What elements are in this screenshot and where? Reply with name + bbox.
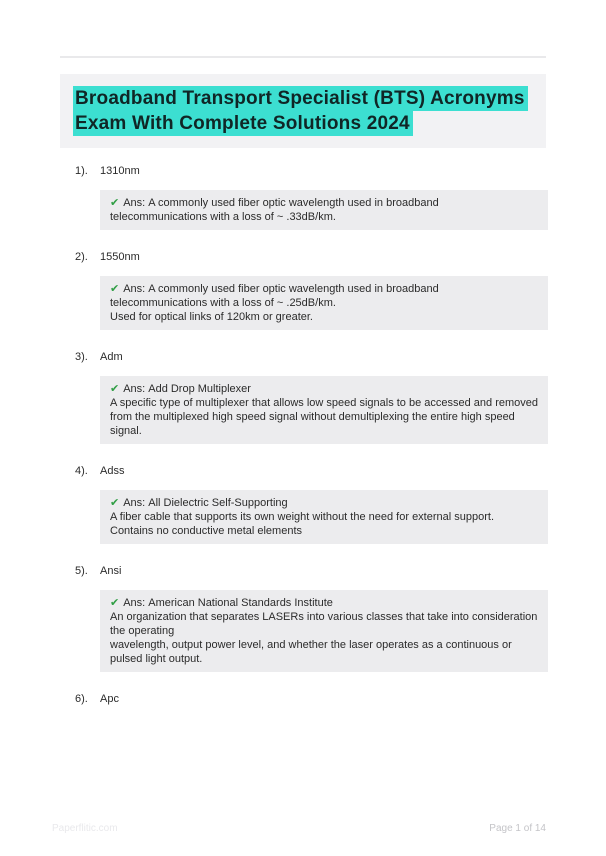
answer-box (100, 490, 548, 544)
question-number: 4). (75, 465, 88, 477)
question-term: Apc (100, 693, 119, 705)
question-number: 6). (75, 693, 88, 705)
watermark: Paperflitic.com (52, 823, 118, 834)
page-number: Page 1 of 14 (489, 823, 546, 834)
question-item (60, 164, 546, 230)
check-icon: ✔ (110, 597, 120, 609)
question-number: 3). (75, 351, 88, 363)
answer-text: A commonly used fiber optic wavelength used in broadband telecommunications with a loss of ~ .25dB/km. (110, 283, 439, 309)
answer-extra (110, 610, 538, 666)
page-title-line-2: Exam With Complete Solutions 2024 (73, 111, 413, 136)
question-term: 1550nm (100, 251, 140, 263)
check-icon: ✔ (110, 283, 120, 295)
title-band (60, 74, 546, 148)
answer-label: Ans: (123, 283, 146, 295)
answer-extra-line: Used for optical links of 120km or greater. (110, 311, 313, 323)
question-header (60, 250, 546, 264)
answer-extra-line: A fiber cable that supports its own weight without the need for external support. Contains no conductive metal elements (110, 511, 495, 537)
top-divider (60, 56, 546, 58)
answer-extra (110, 396, 538, 438)
answer-extra-line: wavelength, output power level, and whether the laser operates as a continuous or pulsed light output. (110, 639, 512, 665)
question-term: Adm (100, 351, 123, 363)
page-title (73, 86, 533, 136)
question-item (60, 350, 546, 444)
check-icon: ✔ (110, 383, 120, 395)
question-list (0, 164, 606, 706)
question-number: 2). (75, 251, 88, 263)
question-header (60, 692, 546, 706)
answer-text: American National Standards Institute (148, 597, 333, 609)
check-icon: ✔ (110, 197, 120, 209)
answer-box (100, 590, 548, 672)
answer-box (100, 190, 548, 230)
question-number: 1). (75, 165, 88, 177)
answer-text: All Dielectric Self-Supporting (148, 497, 288, 509)
answer-extra-line: An organization that separates LASERs into various classes that take into consideration the operating (110, 611, 538, 637)
page-title-line-1: Broadband Transport Specialist (BTS) Acronyms (73, 86, 528, 111)
question-item (60, 250, 546, 330)
answer-label: Ans: (123, 597, 146, 609)
answer-label: Ans: (123, 383, 146, 395)
answer-extra (110, 510, 538, 538)
answer-box (100, 276, 548, 330)
question-header (60, 350, 546, 364)
question-term: Ansi (100, 565, 122, 577)
answer-label: Ans: (123, 497, 146, 509)
document-page (0, 56, 606, 834)
question-term: 1310nm (100, 165, 140, 177)
question-header (60, 564, 546, 578)
question-term: Adss (100, 465, 125, 477)
answer-text: A commonly used fiber optic wavelength used in broadband telecommunications with a loss of ~ .33dB/km. (110, 197, 439, 223)
question-number: 5). (75, 565, 88, 577)
question-item (60, 464, 546, 544)
answer-box (100, 376, 548, 444)
question-header (60, 164, 546, 178)
answer-text: Add Drop Multiplexer (148, 383, 251, 395)
answer-label: Ans: (123, 197, 146, 209)
question-item (60, 564, 546, 672)
answer-extra (110, 310, 538, 324)
check-icon: ✔ (110, 497, 120, 509)
answer-extra-line: A specific type of multiplexer that allows low speed signals to be accessed and removed from the multiplexed high speed signal without demultiplexing the entire high speed signal. (110, 397, 539, 437)
question-header (60, 464, 546, 478)
question-item (60, 692, 546, 706)
page-footer (0, 823, 606, 835)
